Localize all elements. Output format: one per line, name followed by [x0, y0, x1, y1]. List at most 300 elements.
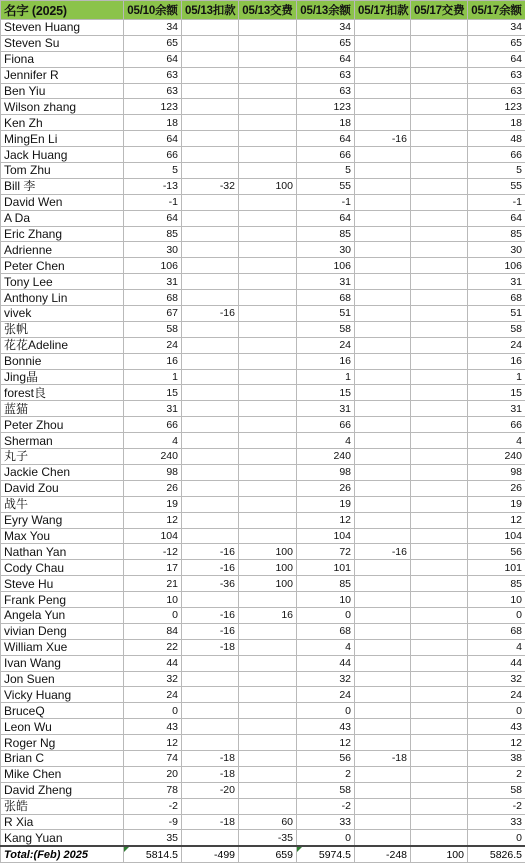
value-cell[interactable]: 66 [468, 147, 525, 163]
value-cell[interactable] [239, 496, 297, 512]
value-cell[interactable] [411, 607, 468, 623]
value-cell[interactable]: 18 [124, 115, 182, 131]
value-cell[interactable] [411, 687, 468, 703]
value-cell[interactable] [411, 703, 468, 719]
value-cell[interactable] [411, 560, 468, 576]
total-label[interactable]: Total:(Feb) 2025 [1, 846, 124, 863]
name-cell[interactable]: David Zou [1, 480, 124, 496]
value-cell[interactable]: 0 [297, 703, 355, 719]
value-cell[interactable] [411, 830, 468, 846]
value-cell[interactable]: 58 [468, 782, 525, 798]
value-cell[interactable]: 19 [297, 496, 355, 512]
value-cell[interactable] [411, 51, 468, 67]
value-cell[interactable]: 15 [297, 385, 355, 401]
header-cell[interactable]: 05/17扣款 [355, 1, 411, 20]
value-cell[interactable] [239, 528, 297, 544]
value-cell[interactable]: 100 [239, 576, 297, 592]
value-cell[interactable] [355, 576, 411, 592]
value-cell[interactable] [355, 99, 411, 115]
value-cell[interactable] [355, 20, 411, 36]
value-cell[interactable]: 66 [124, 417, 182, 433]
value-cell[interactable] [182, 735, 239, 751]
value-cell[interactable]: -18 [182, 814, 239, 830]
value-cell[interactable] [239, 321, 297, 337]
value-cell[interactable]: 17 [124, 560, 182, 576]
value-cell[interactable] [239, 147, 297, 163]
value-cell[interactable] [355, 719, 411, 735]
value-cell[interactable]: 26 [297, 480, 355, 496]
value-cell[interactable]: -1 [124, 194, 182, 210]
value-cell[interactable] [239, 353, 297, 369]
name-cell[interactable]: Kang Yuan [1, 830, 124, 846]
value-cell[interactable]: 101 [468, 560, 525, 576]
value-cell[interactable]: 0 [468, 830, 525, 846]
value-cell[interactable] [239, 83, 297, 99]
value-cell[interactable] [411, 449, 468, 465]
value-cell[interactable] [182, 480, 239, 496]
value-cell[interactable] [355, 353, 411, 369]
value-cell[interactable] [411, 544, 468, 560]
value-cell[interactable]: 16 [239, 607, 297, 623]
value-cell[interactable] [239, 464, 297, 480]
value-cell[interactable] [182, 226, 239, 242]
value-cell[interactable] [411, 528, 468, 544]
value-cell[interactable] [355, 401, 411, 417]
value-cell[interactable] [411, 131, 468, 147]
header-cell[interactable]: 05/17余额 [468, 1, 525, 20]
value-cell[interactable] [411, 719, 468, 735]
value-cell[interactable]: 2 [297, 766, 355, 782]
value-cell[interactable] [182, 401, 239, 417]
value-cell[interactable] [411, 576, 468, 592]
value-cell[interactable] [239, 735, 297, 751]
value-cell[interactable]: 24 [468, 337, 525, 353]
name-cell[interactable]: R Xia [1, 814, 124, 830]
value-cell[interactable] [355, 512, 411, 528]
value-cell[interactable]: 74 [124, 750, 182, 766]
value-cell[interactable]: 19 [468, 496, 525, 512]
value-cell[interactable] [355, 67, 411, 83]
value-cell[interactable]: 24 [297, 337, 355, 353]
value-cell[interactable] [355, 766, 411, 782]
name-cell[interactable]: Wilson zhang [1, 99, 124, 115]
value-cell[interactable]: 64 [468, 210, 525, 226]
value-cell[interactable] [411, 210, 468, 226]
value-cell[interactable] [239, 242, 297, 258]
value-cell[interactable] [355, 687, 411, 703]
value-cell[interactable] [239, 35, 297, 51]
value-cell[interactable] [411, 480, 468, 496]
value-cell[interactable] [355, 703, 411, 719]
value-cell[interactable]: 58 [468, 321, 525, 337]
value-cell[interactable]: 66 [124, 147, 182, 163]
value-cell[interactable] [355, 163, 411, 179]
header-cell[interactable]: 05/17交费 [411, 1, 468, 20]
value-cell[interactable]: 19 [124, 496, 182, 512]
value-cell[interactable]: 240 [468, 449, 525, 465]
value-cell[interactable]: 64 [124, 210, 182, 226]
value-cell[interactable] [239, 99, 297, 115]
value-cell[interactable] [355, 560, 411, 576]
value-cell[interactable] [239, 798, 297, 814]
name-cell[interactable]: Peter Chen [1, 258, 124, 274]
value-cell[interactable] [239, 226, 297, 242]
value-cell[interactable]: 66 [297, 147, 355, 163]
value-cell[interactable]: 63 [124, 67, 182, 83]
value-cell[interactable] [239, 337, 297, 353]
value-cell[interactable]: 33 [468, 814, 525, 830]
value-cell[interactable] [411, 337, 468, 353]
value-cell[interactable] [182, 147, 239, 163]
value-cell[interactable] [355, 814, 411, 830]
value-cell[interactable]: 1 [468, 369, 525, 385]
name-cell[interactable]: Jackie Chen [1, 464, 124, 480]
value-cell[interactable]: 84 [124, 623, 182, 639]
total-cell[interactable]: 5814.5 [124, 846, 182, 863]
value-cell[interactable]: -13 [124, 178, 182, 194]
value-cell[interactable]: 68 [124, 290, 182, 306]
value-cell[interactable] [355, 623, 411, 639]
header-cell[interactable]: 05/13余额 [297, 1, 355, 20]
value-cell[interactable]: 31 [468, 401, 525, 417]
value-cell[interactable]: 43 [124, 719, 182, 735]
value-cell[interactable] [355, 274, 411, 290]
value-cell[interactable]: 123 [297, 99, 355, 115]
value-cell[interactable] [182, 99, 239, 115]
value-cell[interactable] [239, 480, 297, 496]
value-cell[interactable]: 5 [297, 163, 355, 179]
value-cell[interactable]: 85 [297, 576, 355, 592]
name-cell[interactable]: Mike Chen [1, 766, 124, 782]
value-cell[interactable]: 56 [468, 544, 525, 560]
value-cell[interactable]: 68 [297, 290, 355, 306]
value-cell[interactable] [355, 290, 411, 306]
value-cell[interactable] [182, 385, 239, 401]
value-cell[interactable] [182, 417, 239, 433]
value-cell[interactable] [182, 592, 239, 608]
value-cell[interactable] [411, 496, 468, 512]
value-cell[interactable] [355, 782, 411, 798]
name-cell[interactable]: David Zheng [1, 782, 124, 798]
value-cell[interactable]: 123 [124, 99, 182, 115]
value-cell[interactable]: 31 [468, 274, 525, 290]
value-cell[interactable]: 31 [124, 274, 182, 290]
value-cell[interactable] [411, 353, 468, 369]
name-cell[interactable]: David Wen [1, 194, 124, 210]
value-cell[interactable] [411, 306, 468, 322]
value-cell[interactable] [239, 433, 297, 449]
value-cell[interactable]: 64 [124, 131, 182, 147]
value-cell[interactable]: 48 [468, 131, 525, 147]
value-cell[interactable]: 63 [297, 83, 355, 99]
value-cell[interactable]: 12 [124, 512, 182, 528]
value-cell[interactable]: 100 [239, 178, 297, 194]
value-cell[interactable]: 35 [124, 830, 182, 846]
name-cell[interactable]: MingEn Li [1, 131, 124, 147]
name-cell[interactable]: Steven Su [1, 35, 124, 51]
value-cell[interactable] [182, 687, 239, 703]
name-cell[interactable]: Vicky Huang [1, 687, 124, 703]
value-cell[interactable] [182, 433, 239, 449]
value-cell[interactable] [411, 35, 468, 51]
value-cell[interactable]: 33 [297, 814, 355, 830]
value-cell[interactable]: -18 [182, 766, 239, 782]
value-cell[interactable]: 21 [124, 576, 182, 592]
value-cell[interactable]: 12 [468, 735, 525, 751]
name-cell[interactable]: 花花Adeline [1, 337, 124, 353]
value-cell[interactable] [411, 290, 468, 306]
value-cell[interactable] [182, 290, 239, 306]
value-cell[interactable]: 12 [468, 512, 525, 528]
value-cell[interactable]: 56 [297, 750, 355, 766]
value-cell[interactable]: 38 [468, 750, 525, 766]
value-cell[interactable] [182, 242, 239, 258]
value-cell[interactable] [182, 671, 239, 687]
value-cell[interactable] [411, 115, 468, 131]
value-cell[interactable]: 4 [468, 639, 525, 655]
value-cell[interactable] [411, 226, 468, 242]
value-cell[interactable] [355, 51, 411, 67]
value-cell[interactable] [355, 592, 411, 608]
value-cell[interactable]: 65 [468, 35, 525, 51]
name-cell[interactable]: 战牛 [1, 496, 124, 512]
value-cell[interactable] [182, 512, 239, 528]
name-cell[interactable]: Anthony Lin [1, 290, 124, 306]
name-cell[interactable]: 张帆 [1, 321, 124, 337]
value-cell[interactable] [239, 671, 297, 687]
value-cell[interactable]: 15 [468, 385, 525, 401]
value-cell[interactable]: 5 [468, 163, 525, 179]
name-cell[interactable]: Eyry Wang [1, 512, 124, 528]
value-cell[interactable]: 22 [124, 639, 182, 655]
value-cell[interactable]: 98 [297, 464, 355, 480]
name-cell[interactable]: Adrienne [1, 242, 124, 258]
value-cell[interactable] [239, 115, 297, 131]
value-cell[interactable]: 55 [468, 178, 525, 194]
value-cell[interactable] [411, 750, 468, 766]
value-cell[interactable] [182, 464, 239, 480]
value-cell[interactable]: 18 [468, 115, 525, 131]
value-cell[interactable]: 12 [124, 735, 182, 751]
value-cell[interactable] [355, 798, 411, 814]
value-cell[interactable]: 63 [468, 83, 525, 99]
value-cell[interactable] [355, 242, 411, 258]
value-cell[interactable]: -16 [182, 623, 239, 639]
name-cell[interactable]: Ben Yiu [1, 83, 124, 99]
value-cell[interactable] [182, 35, 239, 51]
value-cell[interactable] [355, 194, 411, 210]
name-cell[interactable]: Jack Huang [1, 147, 124, 163]
value-cell[interactable]: -2 [468, 798, 525, 814]
value-cell[interactable] [355, 83, 411, 99]
value-cell[interactable]: 67 [124, 306, 182, 322]
value-cell[interactable]: 12 [297, 512, 355, 528]
value-cell[interactable] [411, 274, 468, 290]
value-cell[interactable] [411, 20, 468, 36]
value-cell[interactable]: 85 [468, 576, 525, 592]
total-cell[interactable]: -248 [355, 846, 411, 863]
value-cell[interactable] [239, 782, 297, 798]
value-cell[interactable]: 12 [297, 735, 355, 751]
value-cell[interactable] [182, 449, 239, 465]
name-cell[interactable]: Frank Peng [1, 592, 124, 608]
header-cell[interactable]: 名字 (2025) [1, 1, 124, 20]
value-cell[interactable] [411, 766, 468, 782]
value-cell[interactable] [355, 464, 411, 480]
value-cell[interactable]: 51 [468, 306, 525, 322]
value-cell[interactable]: 63 [297, 67, 355, 83]
name-cell[interactable]: Peter Zhou [1, 417, 124, 433]
value-cell[interactable]: 34 [124, 20, 182, 36]
value-cell[interactable] [355, 337, 411, 353]
value-cell[interactable]: 4 [468, 433, 525, 449]
value-cell[interactable]: 55 [297, 178, 355, 194]
name-cell[interactable]: Steve Hu [1, 576, 124, 592]
value-cell[interactable]: 31 [297, 401, 355, 417]
value-cell[interactable] [355, 210, 411, 226]
value-cell[interactable]: 98 [124, 464, 182, 480]
value-cell[interactable]: 68 [468, 290, 525, 306]
name-cell[interactable]: Eric Zhang [1, 226, 124, 242]
value-cell[interactable]: -16 [182, 306, 239, 322]
value-cell[interactable] [411, 655, 468, 671]
value-cell[interactable] [239, 51, 297, 67]
value-cell[interactable]: -16 [182, 607, 239, 623]
name-cell[interactable]: Brian C [1, 750, 124, 766]
name-cell[interactable]: Steven Huang [1, 20, 124, 36]
total-cell[interactable]: 100 [411, 846, 468, 863]
name-cell[interactable]: vivian Deng [1, 623, 124, 639]
name-cell[interactable]: Tom Zhu [1, 163, 124, 179]
name-cell[interactable]: BruceQ [1, 703, 124, 719]
value-cell[interactable] [355, 147, 411, 163]
value-cell[interactable] [411, 814, 468, 830]
value-cell[interactable]: 66 [468, 417, 525, 433]
value-cell[interactable]: 101 [297, 560, 355, 576]
value-cell[interactable]: 64 [297, 51, 355, 67]
name-cell[interactable]: Ivan Wang [1, 655, 124, 671]
value-cell[interactable]: -36 [182, 576, 239, 592]
value-cell[interactable] [239, 687, 297, 703]
value-cell[interactable] [355, 321, 411, 337]
value-cell[interactable] [239, 592, 297, 608]
value-cell[interactable] [182, 274, 239, 290]
value-cell[interactable]: 0 [124, 703, 182, 719]
value-cell[interactable]: -16 [182, 560, 239, 576]
name-cell[interactable]: Bill 李 [1, 178, 124, 194]
value-cell[interactable]: 0 [124, 607, 182, 623]
value-cell[interactable]: -16 [355, 131, 411, 147]
name-cell[interactable]: 张皓 [1, 798, 124, 814]
name-cell[interactable]: Fiona [1, 51, 124, 67]
value-cell[interactable] [182, 163, 239, 179]
value-cell[interactable] [239, 258, 297, 274]
value-cell[interactable]: 0 [468, 607, 525, 623]
value-cell[interactable] [411, 178, 468, 194]
value-cell[interactable]: 65 [297, 35, 355, 51]
value-cell[interactable] [239, 639, 297, 655]
value-cell[interactable] [239, 449, 297, 465]
value-cell[interactable] [239, 369, 297, 385]
value-cell[interactable]: -1 [297, 194, 355, 210]
value-cell[interactable] [239, 401, 297, 417]
value-cell[interactable]: 0 [297, 830, 355, 846]
name-cell[interactable]: Angela Yun [1, 607, 124, 623]
value-cell[interactable]: 43 [297, 719, 355, 735]
value-cell[interactable] [355, 496, 411, 512]
value-cell[interactable] [355, 35, 411, 51]
value-cell[interactable] [411, 369, 468, 385]
name-cell[interactable]: 丸子 [1, 449, 124, 465]
total-cell[interactable]: 5826.5 [468, 846, 525, 863]
value-cell[interactable]: 15 [124, 385, 182, 401]
value-cell[interactable]: 32 [297, 671, 355, 687]
value-cell[interactable]: -32 [182, 178, 239, 194]
name-cell[interactable]: A Da [1, 210, 124, 226]
value-cell[interactable] [411, 83, 468, 99]
value-cell[interactable]: 58 [297, 782, 355, 798]
value-cell[interactable] [411, 67, 468, 83]
value-cell[interactable]: 26 [468, 480, 525, 496]
name-cell[interactable]: Bonnie [1, 353, 124, 369]
value-cell[interactable]: 10 [124, 592, 182, 608]
value-cell[interactable] [355, 385, 411, 401]
value-cell[interactable]: 2 [468, 766, 525, 782]
value-cell[interactable]: 18 [297, 115, 355, 131]
value-cell[interactable] [239, 703, 297, 719]
value-cell[interactable]: 240 [297, 449, 355, 465]
value-cell[interactable] [355, 226, 411, 242]
value-cell[interactable]: 63 [124, 83, 182, 99]
value-cell[interactable] [355, 655, 411, 671]
value-cell[interactable] [411, 401, 468, 417]
value-cell[interactable] [182, 719, 239, 735]
value-cell[interactable]: 34 [468, 20, 525, 36]
value-cell[interactable] [182, 194, 239, 210]
value-cell[interactable]: 10 [297, 592, 355, 608]
value-cell[interactable]: 64 [124, 51, 182, 67]
value-cell[interactable]: 106 [297, 258, 355, 274]
value-cell[interactable] [411, 433, 468, 449]
value-cell[interactable]: 10 [468, 592, 525, 608]
value-cell[interactable] [182, 258, 239, 274]
value-cell[interactable] [355, 433, 411, 449]
value-cell[interactable] [411, 385, 468, 401]
name-cell[interactable]: Leon Wu [1, 719, 124, 735]
name-cell[interactable]: forest良 [1, 385, 124, 401]
value-cell[interactable] [355, 671, 411, 687]
value-cell[interactable]: 4 [297, 639, 355, 655]
header-cell[interactable]: 05/13交费 [239, 1, 297, 20]
value-cell[interactable] [182, 210, 239, 226]
value-cell[interactable] [182, 830, 239, 846]
name-cell[interactable]: Jennifer R [1, 67, 124, 83]
total-cell[interactable]: -499 [182, 846, 239, 863]
value-cell[interactable] [239, 385, 297, 401]
value-cell[interactable]: 24 [297, 687, 355, 703]
value-cell[interactable] [182, 83, 239, 99]
name-cell[interactable]: Max You [1, 528, 124, 544]
value-cell[interactable] [355, 639, 411, 655]
value-cell[interactable] [411, 735, 468, 751]
value-cell[interactable] [411, 194, 468, 210]
total-cell[interactable]: 659 [239, 846, 297, 863]
value-cell[interactable]: 66 [297, 417, 355, 433]
value-cell[interactable] [182, 703, 239, 719]
value-cell[interactable] [355, 115, 411, 131]
value-cell[interactable]: 30 [124, 242, 182, 258]
value-cell[interactable] [355, 306, 411, 322]
